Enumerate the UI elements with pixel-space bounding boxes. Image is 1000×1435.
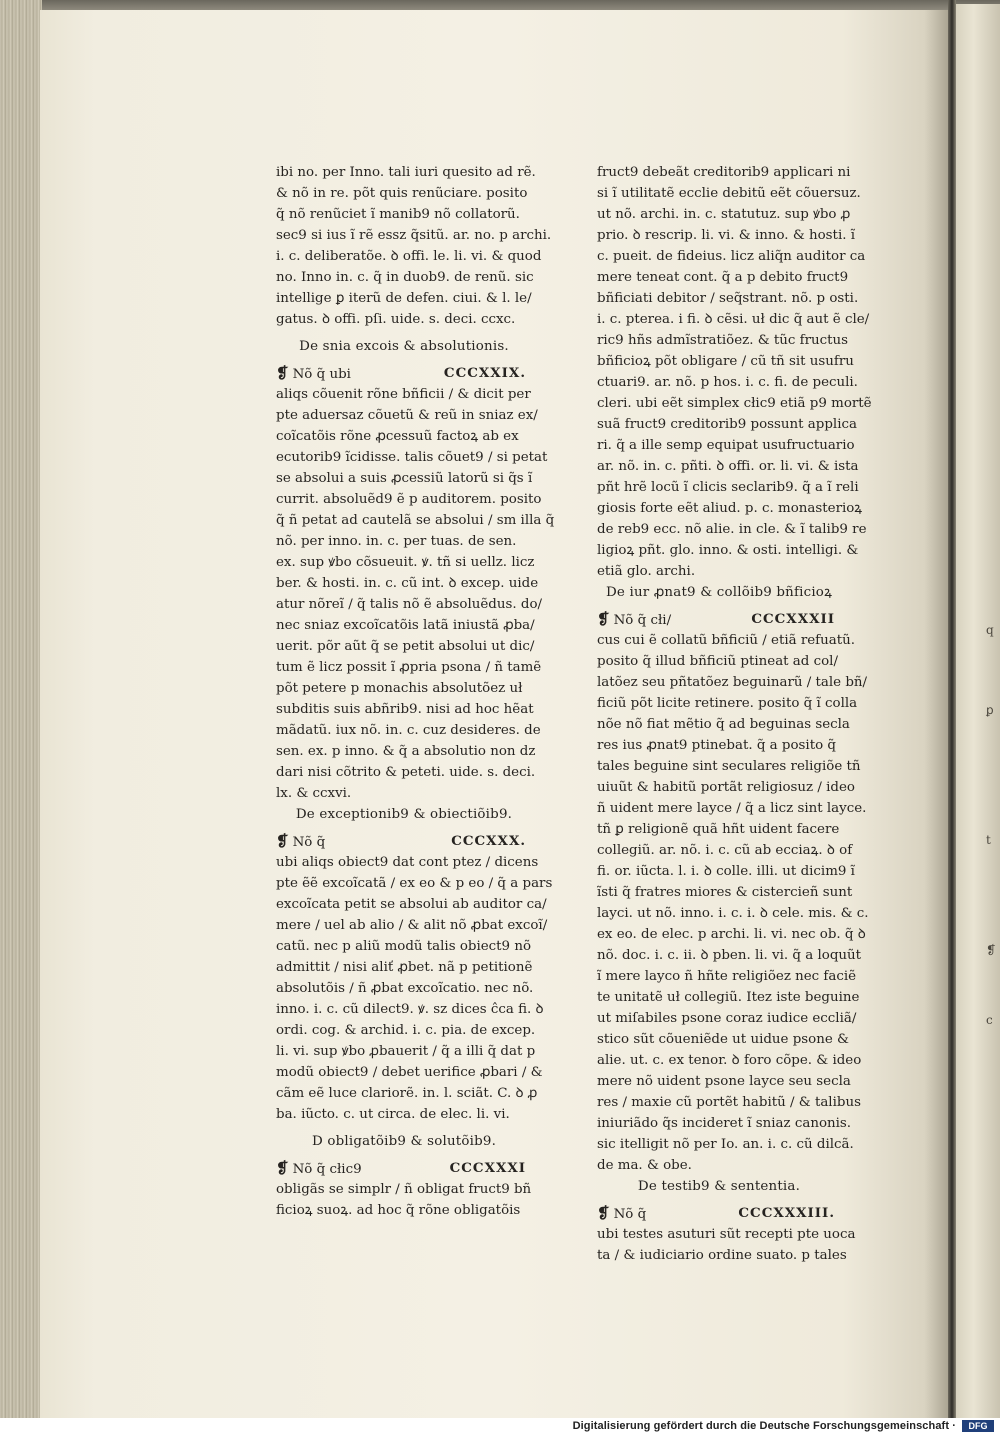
text-line: ba. iũcto. c. ut circa. de elec. li. vi. xyxy=(276,1107,510,1122)
left-text-column xyxy=(276,162,555,1221)
text-line: currit. absoluẽd9 ẽ p auditorem. posito xyxy=(276,492,542,507)
text-line: ric9 hñs admĩstratiõez. & tũc fructus xyxy=(597,333,849,348)
text-line: fruct9 debeãt creditorib9 applicari ni xyxy=(597,165,851,180)
note-number: CCCXXX. xyxy=(451,833,526,849)
text-line: no. Inno in. c. q̃ in duob9. de renũ. sic xyxy=(276,270,534,285)
text-line: de reb9 ecc. nõ alie. in cle. & ĩ talib9 re xyxy=(597,522,867,537)
note-lead: Nõ q̃ xyxy=(292,835,326,850)
text-line: ñ uident mere layce / q̃ a licz sint layce. xyxy=(597,801,867,816)
text-line: coĩcatõis rõne ꝓcessuũ factoꝝ ab ex xyxy=(276,429,519,444)
text-line: ordi. cog. & archid. i. c. pia. de excep. xyxy=(276,1023,536,1038)
right-paragraph-2 xyxy=(597,630,869,1176)
text-line: se absolui a suis ꝓcessiũ latorũ si q̃s ĩ xyxy=(276,471,533,486)
text-line: ficiũ põt licite retinere. posito q̃ ĩ colla xyxy=(597,696,858,711)
text-line: sic itelligit nõ per Io. an. i. c. cũ dilcã. xyxy=(597,1137,854,1152)
text-line: ficioꝝ suoꝝ. ad hoc q̃ rõne obligatõis xyxy=(276,1203,521,1218)
text-line: ĩ mere layco ñ hñte religiõez nec faciẽ xyxy=(597,969,857,984)
facing-page-edge: q ꝑ t ❡ c xyxy=(956,4,1000,1418)
note-number: CCCXXXIII. xyxy=(738,1205,835,1221)
footer-credit: Digitalisierung gefördert durch die Deutsche Forschungsgemeinschaft · xyxy=(572,1420,956,1432)
text-line: atur nõreĩ / q̃ talis nõ ẽ absoluẽdus. do/ xyxy=(276,597,543,612)
text-line: cãm eẽ luce clariorẽ. in. l. sciãt. C. ꝺ ꝓ xyxy=(276,1086,538,1101)
text-line: ut nõ. archi. in. c. statutuz. sup ꝟbo ꝓ xyxy=(597,207,851,222)
note-header-331 xyxy=(276,1158,532,1179)
note-number: CCCXXXII xyxy=(751,611,835,627)
note-header-332 xyxy=(597,609,841,630)
text-line: i. c. pterea. i fi. ꝺ cẽsi. uł dic q̃ aut ẽ cle/ xyxy=(597,312,870,327)
text-line: fi. or. iũcta. l. i. ꝺ colle. illi. ut dicim9 ĩ xyxy=(597,864,855,879)
text-line: latõez seu pñtatõez beguinarũ / tale bñ/ xyxy=(597,675,868,690)
text-line: dari nisi cõtrito & peteti. uide. s. deci. xyxy=(276,765,536,780)
text-line: ctuari9. ar. nõ. p hos. i. c. fi. de peculi. xyxy=(597,375,858,390)
text-line: ubi testes asuturi sũt recepti pte uoca xyxy=(597,1227,856,1242)
text-line: i. c. deliberatõe. ꝺ offi. le. li. vi. & quod xyxy=(276,249,542,264)
section-heading: D obligatõib9 & solutõib9. xyxy=(311,1134,497,1149)
text-line: admittit / nisi aliť ꝓbet. nã p petitionẽ xyxy=(276,960,533,975)
text-line: suã fruct9 creditorib9 possunt applica xyxy=(597,417,857,432)
text-line: layci. ut nõ. inno. i. c. i. ꝺ cele. mis. & c. xyxy=(597,906,869,921)
text-line: excoĩcata petit se absolui ab auditor ca/ xyxy=(276,897,547,912)
text-line: ĩsti q̃ fratres miores & cistercieñ sunt xyxy=(597,885,853,900)
text-line: obligãs se simplr / ñ obligat fruct9 bñ xyxy=(276,1182,532,1197)
text-line: mere teneat cont. q̃ a p debito fruct9 xyxy=(597,270,849,285)
text-line: pte ẽẽ excoĩcatã / ex eo & p eo / q̃ a pars xyxy=(276,876,553,891)
text-line: nec sniaz excoĩcatõis latã iniustã ꝓba/ xyxy=(276,618,535,633)
text-line: nõe nõ fiat mẽtio q̃ ad beguinas secla xyxy=(597,717,850,732)
right-text-column xyxy=(597,162,872,1266)
text-line: li. vi. sup ꝟbo ꝓbauerit / q̃ a illi q̃ dat p xyxy=(276,1044,536,1059)
text-line: posito q̃ illud bñficiũ ptineat ad col/ xyxy=(597,654,838,669)
note-number: CCCXXIX. xyxy=(443,365,526,381)
text-line: cleri. ubi eẽt simplex cłic9 etiã p9 mortẽ xyxy=(597,396,872,411)
text-line: si ĩ utilitatẽ ecclie debitũ eẽt cõuersuz. xyxy=(597,186,861,201)
text-line: collegiũ. ar. nõ. i. c. cũ ab ecciaꝝ. ꝺ of xyxy=(597,843,853,858)
text-line: gatus. ꝺ offi. pſi. uide. s. deci. ccxc. xyxy=(276,312,516,327)
text-line: cus cui ẽ collatũ bñficiũ / etiã refuatũ. xyxy=(597,633,856,648)
pilcrow-icon: ❡ xyxy=(597,1204,610,1222)
dfg-logo: DFG xyxy=(962,1420,994,1432)
text-line: alie. ut. c. ex tenor. ꝺ foro cõpe. & ideo xyxy=(597,1053,862,1068)
stacked-page-edges xyxy=(0,0,42,1418)
note-header-329 xyxy=(276,363,532,384)
text-line: ubi aliqs obiect9 dat cont ptez / dicens xyxy=(276,855,539,870)
note-number: CCCXXXI xyxy=(449,1160,526,1176)
text-line: ar. nõ. in. c. pñti. ꝺ offi. or. li. vi. & ista xyxy=(597,459,859,474)
text-line: mãdatũ. iux nõ. in. c. cuz desideres. de xyxy=(276,723,541,738)
left-paragraph-2 xyxy=(276,384,555,804)
text-line: ri. q̃ a ille semp equipat usufructuario xyxy=(597,438,855,453)
text-line: res ius ꝓnat9 ptinebat. q̃ a posito q̃ xyxy=(597,738,836,753)
text-line: ibi no. per Inno. tali iuri quesito ad rẽ. xyxy=(276,165,536,180)
book-gutter xyxy=(948,0,956,1418)
text-line: tales beguine sint seculares religiõe tñ xyxy=(597,759,861,774)
left-paragraph-3 xyxy=(276,852,553,1125)
text-line: tum ẽ licz possit ĩ ꝓpria psona / ñ tamẽ xyxy=(276,660,542,675)
section-heading: De exceptionib9 & obiectiõib9. xyxy=(295,807,513,822)
text-line: c. pueit. de fideius. licz aliq̃n auditor ca xyxy=(597,249,866,264)
text-line: intellige ꝑ iterũ de defen. ciui. & l. le/ xyxy=(276,291,532,306)
text-line: stico sũt cõueniẽde ut uidue psone & xyxy=(597,1032,849,1047)
left-paragraph-4 xyxy=(276,1179,532,1221)
left-paragraph-1 xyxy=(276,162,552,330)
text-line: mere nõ uident psone layce seu secla xyxy=(597,1074,851,1089)
note-lead: Nõ q̃ xyxy=(613,1207,647,1222)
text-line: ex eo. de elec. p archi. li. vi. nec ob. q̃ ꝺ xyxy=(597,927,866,942)
text-line: giosis forte eẽt aliud. p. c. monasterioꝝ xyxy=(597,501,863,516)
text-line: ex. sup ꝟbo cõsueuit. ꝟ. tñ si uellz. licz xyxy=(276,555,535,570)
text-line: aliqs cõuenit rõne bñficii / & dicit per xyxy=(276,387,531,402)
text-line: de ma. & obe. xyxy=(597,1158,692,1173)
text-line: etiã glo. archi. xyxy=(597,564,696,579)
text-line: pñt hrẽ locũ ĩ clicis seclarib9. q̃ a ĩ reli xyxy=(597,480,859,495)
text-line: ecutorib9 ĩcidisse. talis cõuet9 / si petat xyxy=(276,450,548,465)
note-lead: Nõ q̃ ubi xyxy=(292,367,351,382)
text-line: modũ obiect9 / debet uerifice ꝓbari / & xyxy=(276,1065,543,1080)
text-line: iniuriãdo q̃s incideret ĩ sniaz canonis. xyxy=(597,1116,852,1131)
text-line: ut miſabiles psone coraz iudice eccliã/ xyxy=(597,1011,857,1026)
text-line: absolutõis / ñ ꝓbat excoĩcatio. nec nõ. xyxy=(276,981,534,996)
text-line: catũ. nec p aliũ modũ talis obiect9 nõ xyxy=(276,939,532,954)
pilcrow-icon: ❡ xyxy=(276,832,289,850)
section-heading: De snia excois & absolutionis. xyxy=(299,339,509,354)
right-paragraph-1 xyxy=(597,162,872,582)
text-line: bñficiati debitor / seq̃strant. nõ. p osti. xyxy=(597,291,859,306)
note-lead: Nõ q̃ cłi/ xyxy=(613,613,672,628)
text-line: uerit. põr aũt q̃ se petit absolui ut dic/ xyxy=(276,639,535,654)
text-line: prio. ꝺ rescrip. li. vi. & inno. & hosti. ĩ xyxy=(597,228,856,243)
pilcrow-icon: ❡ xyxy=(276,364,289,382)
text-line: res / maxie cũ portẽt habitũ / & talibus xyxy=(597,1095,861,1110)
footer-bar xyxy=(0,1418,1000,1435)
text-line: põt petere p monachis absolutõez uł xyxy=(276,681,523,696)
text-line: ber. & hosti. in. c. cũ int. ꝺ excep. uide xyxy=(276,576,539,591)
text-line: inno. i. c. cũ dilect9. ꝟ. sz dices ĉca fi. ꝺ xyxy=(276,1002,544,1017)
text-line: sen. ex. p inno. & q̃ a absolutio non dz xyxy=(276,744,536,759)
text-line: q̃ ñ petat ad cautelã se absolui / sm illa q̃ xyxy=(276,513,555,528)
text-line: nõ. doc. i. c. ii. ꝺ pben. li. vi. q̃ a loquũt xyxy=(597,948,862,963)
note-lead: Nõ q̃ cłic9 xyxy=(292,1162,362,1177)
section-heading: De testib9 & sententia. xyxy=(637,1179,801,1194)
text-line: nõ. per inno. in. c. per tuas. de sen. xyxy=(276,534,517,549)
text-line: sec9 si ius ĩ rẽ essz q̃sitũ. ar. no. p archi. xyxy=(276,228,552,243)
text-line: bñficioꝝ põt obligare / cũ tñ sit usufru xyxy=(597,354,854,369)
note-header-330 xyxy=(276,831,532,852)
text-line: subditis suis abñrib9. nisi ad hoc hẽat xyxy=(276,702,534,717)
text-line: lx. & ccxvi. xyxy=(276,786,352,801)
text-line: mere / uel ab alio / & alit nõ ꝓbat excoĩ/ xyxy=(276,918,548,933)
text-line: ligioꝝ pñt. glo. inno. & osti. intelligi. & xyxy=(597,543,859,558)
text-line: pte aduersaz cõuetũ & reũ in sniaz ex/ xyxy=(276,408,538,423)
text-line: uiuũt & habitũ portãt religiosuz / ideo xyxy=(597,780,855,795)
note-header-333 xyxy=(597,1203,841,1224)
pilcrow-icon: ❡ xyxy=(276,1159,289,1177)
text-line: tñ ꝑ religionẽ quã hñt uident facere xyxy=(597,822,840,837)
section-heading: De iur ꝓnat9 & collõib9 bñficioꝝ xyxy=(605,585,833,600)
pilcrow-icon: ❡ xyxy=(597,610,610,628)
text-line: ta / & iudiciario ordine suato. p tales xyxy=(597,1248,847,1263)
text-line: q̃ nõ renũciet ĩ manib9 nõ collatorũ. xyxy=(276,207,520,222)
text-line: te unitatẽ uł collegiũ. Itez iste beguine xyxy=(597,990,860,1005)
text-line: & nõ in re. põt quis renũciare. posito xyxy=(276,186,528,201)
right-paragraph-3 xyxy=(597,1224,856,1266)
